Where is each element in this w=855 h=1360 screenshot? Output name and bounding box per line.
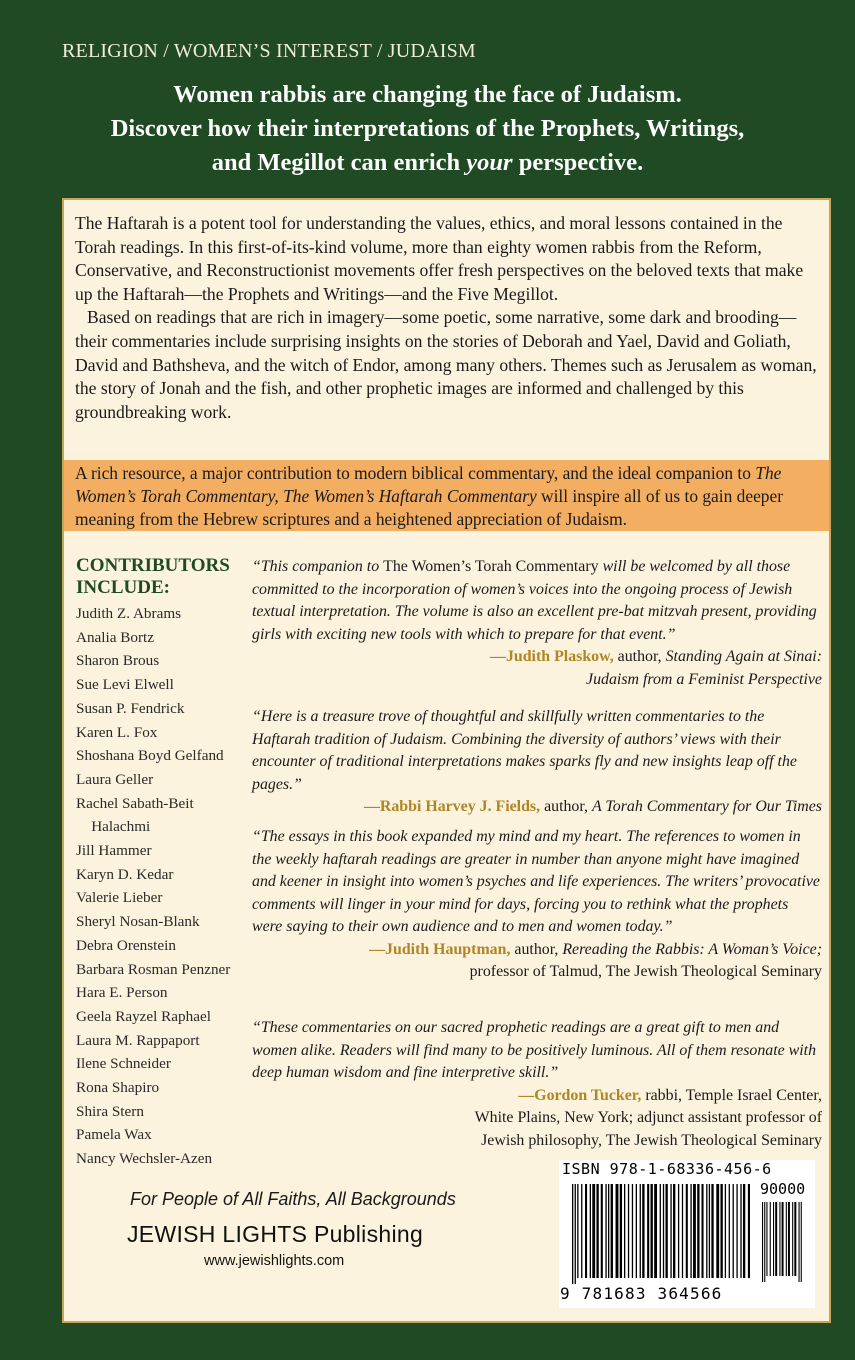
contributor-name: Rona Shapiro (76, 1079, 160, 1097)
endorser-work: A Torah Commentary for Our Times (591, 798, 822, 815)
highlight-book-titles: The Women’s Torah Commentary, The Women’s Haftarah Commentary (75, 463, 782, 506)
barcode-bar (762, 1202, 763, 1282)
highlight-text-end: will inspire all of us to gain deeper meaning from the Hebrew scriptures and a heightened appreciation of Judaism. (75, 486, 783, 529)
isbn-text: ISBN 978-1-68336-456-6 (562, 1160, 772, 1178)
endorser-role: author, (613, 648, 666, 665)
headline-line-3 (40, 146, 815, 180)
barcode-bar (711, 1184, 713, 1278)
barcode-bar (590, 1184, 591, 1278)
barcode-bar (786, 1202, 787, 1276)
contributor-name: Sheryl Nosan-Blank (76, 913, 200, 931)
endorsement-hauptman (252, 826, 822, 984)
headline (40, 78, 815, 180)
endorsement-text: “Here is a treasure trove of thoughtful and skillfully written commentaries to the Haftarah tradition of Judaism. Combining the diversity of authors’ views with their encounter of traditional interpretations makes sparks fly and new insights leap off the pages.” (252, 708, 797, 793)
barcode-bar (616, 1184, 619, 1278)
barcode-bar (660, 1184, 661, 1278)
endorsement-attribution (252, 939, 822, 962)
barcode-bar (766, 1202, 767, 1276)
endorsement-fields (252, 706, 822, 819)
ean-barcode (570, 1184, 750, 1284)
barcode-bar (794, 1202, 796, 1276)
barcode-bar (764, 1202, 765, 1282)
endorser-role: rabbi, Temple Israel Center, (641, 1086, 822, 1104)
endorsement-attribution (252, 796, 822, 819)
headline-line-1: Women rabbis are changing the face of Judaism. (173, 81, 682, 108)
headline-emphasis: your (466, 149, 513, 176)
barcode-bar (620, 1184, 622, 1278)
contributors-list (76, 602, 251, 1171)
publisher-website: www.jewishlights.com (204, 1253, 345, 1269)
barcode-bar (624, 1184, 625, 1278)
barcode-bar (729, 1184, 730, 1278)
contributor-name: Barbara Rosman Penzner (76, 960, 231, 978)
barcode-bar (792, 1202, 793, 1276)
barcode-bar (651, 1184, 653, 1278)
barcode-bar (709, 1184, 710, 1278)
barcode-bar (628, 1184, 629, 1278)
contributors-heading (76, 555, 230, 599)
contributor-name: Hara E. Person (76, 984, 168, 1002)
endorser-role: author, (540, 798, 592, 815)
barcode-bar (682, 1184, 683, 1278)
endorsement-attribution (252, 1085, 822, 1108)
barcode-bar (647, 1184, 649, 1278)
endorser-work-subtitle: Judaism from a Feminist Perspective (586, 670, 822, 688)
barcode-bar (740, 1184, 741, 1278)
endorser-work: Rereading the Rabbis: A Woman’s Voice; (562, 940, 822, 958)
contributors-heading-line-2: INCLUDE: (76, 577, 170, 598)
barcode-bar (640, 1184, 641, 1278)
highlight-text-start: A rich resource, a major contribution to modern biblical commentary, and the ideal companion to (75, 463, 756, 483)
barcode-bar (654, 1184, 657, 1278)
barcode-bar (572, 1184, 573, 1284)
barcode-bar (585, 1184, 587, 1278)
contributor-name: Shira Stern (76, 1102, 144, 1120)
barcode-bar (636, 1184, 637, 1278)
contributor-name: Laura Geller (76, 770, 154, 788)
contributor-name: Judith Z. Abrams (76, 605, 182, 622)
endorsement-text: “The essays in this book expanded my mind and my heart. The references to women in the weekly haftarah readings are greater in number than anyone might have imagined and keener in insight into women’s psyches and life experiences. The writers’ provocative comments will linger in your mind for days, forcing you to rethink what the prophets were saying to their own audience and to men and women today.” (252, 828, 820, 935)
endorsement-text-end: will be welcomed by all those committed to the incorporation of women’s voices into the ongoing process of Jewish textual interpretation. The volume is also an excellent pre-bat mitzvah present, providing girls with exciting new tools with which to prepare for that event.” (252, 558, 817, 643)
barcode-bar (577, 1184, 578, 1278)
barcode-bar (779, 1202, 780, 1276)
endorser-name: —Judith Plaskow, (490, 648, 614, 665)
barcode-bar (743, 1184, 745, 1278)
endorser-role-line-2: professor of Talmud, The Jewish Theological Seminary (469, 963, 822, 980)
endorser-name: —Rabbi Harvey J. Fields, (363, 798, 541, 815)
barcode-bar (801, 1202, 802, 1282)
contributor-name: Rachel Sabath-Beit (76, 794, 194, 812)
contributors-heading-line-1: CONTRIBUTORS (76, 555, 230, 576)
endorsement-text (252, 556, 822, 646)
publisher-tagline: For People of All Faiths, All Backgrounds (130, 1189, 456, 1209)
contributor-name: Halachmi (76, 818, 151, 836)
contributor-name: Karen L. Fox (76, 723, 158, 741)
endorser-role: author, (510, 940, 563, 958)
contributor-name: Jill Hammer (76, 842, 152, 860)
contributor-name: Karyn D. Kedar (76, 865, 174, 883)
barcode-bar (736, 1184, 737, 1278)
contributor-name: Sue Levi Elwell (76, 676, 174, 694)
contributor-name: Pamela Wax (76, 1126, 152, 1144)
contributor-name: Geela Rayzel Raphael (76, 1007, 211, 1025)
barcode-bar (697, 1184, 699, 1278)
barcode-bar (670, 1184, 671, 1278)
endorsement-attribution (252, 646, 822, 669)
intro-paragraph-1: The Haftarah is a potent tool for understanding the values, ethics, and moral lessons contained in the Torah readings. In this first-of-its-kind volume, more than eighty women rabbis from the Reform, Conservative, and Reconstructionist movements offer fresh perspectives on the beloved texts that make up the Haftarah—the Prophets and Writings—and the Five Megillot. (75, 213, 804, 304)
barcode-bar (701, 1184, 703, 1278)
endorsement-plaskow (252, 556, 822, 691)
endorser-work: Standing Again at Sinai: (665, 648, 822, 665)
endorsement-text: “These commentaries on our sacred prophetic readings are a great gift to men and women alike. Readers will find many to be positively luminous. All of them resonate with deep human wisdom and fine interpretive skill.” (252, 1019, 817, 1081)
endorsement-tucker (252, 1017, 822, 1152)
barcode-bar (608, 1184, 609, 1278)
barcode-bar (605, 1184, 606, 1278)
endorser-name: —Judith Hauptman, (369, 940, 511, 958)
publisher-name: JEWISH LIGHTS Publishing (127, 1221, 424, 1247)
price-barcode (760, 1202, 810, 1282)
barcode-bar (748, 1184, 750, 1278)
barcode-bar (706, 1184, 707, 1278)
contributor-name: Ilene Schneider (76, 1055, 171, 1073)
barcode-bar (720, 1184, 722, 1278)
price-code-text: 90000 (760, 1180, 806, 1198)
barcode-bar (575, 1184, 576, 1284)
barcode-bar (581, 1184, 582, 1278)
barcode-bar (611, 1184, 613, 1278)
category-line: RELIGION / WOMEN’S INTEREST / JUDAISM (62, 40, 476, 62)
barcode-bar (663, 1184, 664, 1278)
intro-paragraph-2: Based on readings that are rich in imagery—some poetic, some narrative, some dark and brooding—their commentaries include surprising insights on the stories of Deborah and Yael, David and Goliath, David and Bathsheva, and the witch of Endor, among many others. Themes such as Jerusalem as woman, the story of Jonah and the fish, and other prophetic images are informed and challenged by this groundbreaking work. (75, 307, 817, 422)
barcode-bar (782, 1202, 784, 1276)
barcode-bar (678, 1184, 679, 1278)
barcode-bar (693, 1184, 696, 1278)
barcode-bar (770, 1202, 771, 1276)
barcode-bar (632, 1184, 633, 1278)
endorser-role-line-3: Jewish philosophy, The Jewish Theological Seminary (481, 1131, 822, 1149)
barcode-bar (799, 1202, 800, 1282)
barcode-bar (665, 1184, 667, 1278)
endorsement-book-title: The Women’s Torah Commentary (383, 558, 599, 575)
contributor-name: Analia Bortz (76, 628, 155, 646)
barcode-bar (596, 1184, 598, 1278)
barcode-bar (773, 1202, 774, 1276)
headline-line-2: Discover how their interpretations of the Prophets, Writings, (110, 115, 745, 142)
contributor-name: Laura M. Rappaport (76, 1031, 200, 1049)
barcode-bar (601, 1184, 603, 1278)
contributor-name: Debra Orenstein (76, 936, 176, 954)
barcode-bar (673, 1184, 675, 1278)
headline-line-3-end: perspective. (512, 149, 644, 176)
barcode-bar (775, 1202, 777, 1276)
barcode-bar (733, 1184, 734, 1278)
barcode-bar (716, 1184, 719, 1278)
contributor-name: Sharon Brous (76, 652, 160, 670)
headline-line-3-start: and Megillot can enrich (211, 149, 467, 176)
barcode-bar (788, 1202, 790, 1276)
contributor-name: Valerie Lieber (76, 889, 163, 907)
contributor-name: Shoshana Boyd Gelfand (76, 747, 224, 765)
endorsement-text-start: “This companion to (252, 558, 384, 575)
barcode-bar (592, 1184, 595, 1278)
barcode-bar (690, 1184, 691, 1278)
highlight-text (75, 462, 820, 531)
contributor-name: Nancy Wechsler-Azen (76, 1150, 213, 1168)
ean-digits-text: 9 781683 364566 (560, 1284, 723, 1303)
contributor-name: Susan P. Fendrick (76, 699, 185, 717)
endorser-role-line-2: White Plains, New York; adjunct assistant professor of (474, 1109, 822, 1126)
barcode-bar (686, 1184, 688, 1278)
endorser-name: —Gordon Tucker, (518, 1086, 642, 1104)
intro-text (75, 212, 820, 424)
barcode-bar (725, 1184, 726, 1278)
barcode-bar (642, 1184, 644, 1278)
